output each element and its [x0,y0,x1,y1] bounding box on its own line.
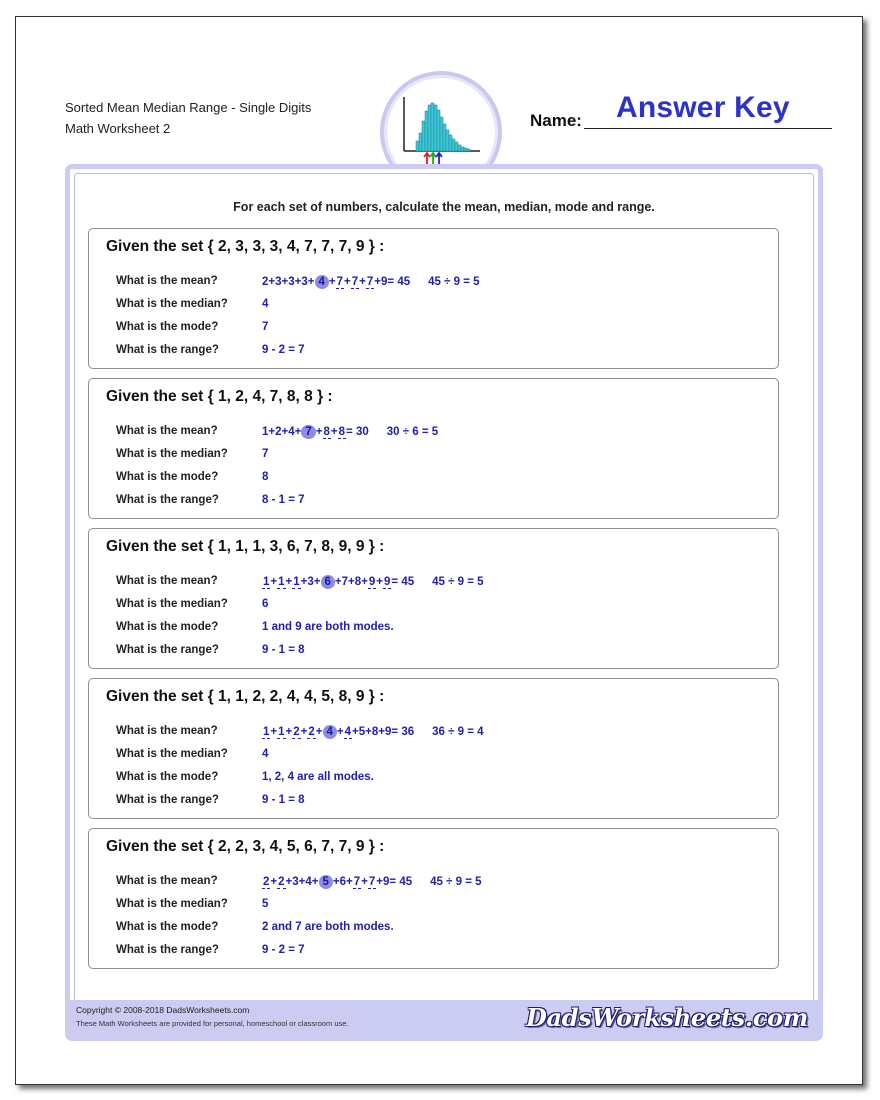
sum-term: 8 [371,726,379,738]
mean-answer [262,275,480,289]
sum-term: 2 [262,276,269,288]
sum-term: 9 [383,876,390,888]
problem-box [88,828,779,969]
mode-question: What is the mode? [116,771,219,783]
mode-answer: 1 and 9 are both modes. [262,621,394,633]
mean-question: What is the mean? [116,725,218,737]
mean-answer [262,425,438,439]
range-question: What is the range? [116,944,219,956]
mode-answer: 1, 2, 4 are all modes. [262,771,374,783]
problem-title: Given the set { 2, 2, 3, 4, 5, 6, 7, 7, 9 } : [106,838,385,855]
operator: = [391,576,402,588]
sum-term: 9 [381,276,388,288]
problem-box [88,678,779,819]
sum-term: 5 [358,726,366,738]
operator: + [281,426,289,438]
operator: + [268,426,276,438]
problem-box [88,378,779,519]
mode-term-underlined: 2 [278,876,285,888]
sum-term: 2 [275,426,282,438]
mode-term-underlined: 2 [293,726,300,738]
mode-answer: 2 and 7 are both modes. [262,921,394,933]
median-question: What is the median? [116,298,228,310]
operator: + [376,876,383,888]
worksheet-title-line2: Math Worksheet 2 [65,121,171,136]
mode-term-underlined: 7 [353,876,361,888]
operator: + [344,276,351,288]
mode-term-underlined: 9 [384,576,391,588]
median-question: What is the median? [116,448,228,460]
median-answer: 4 [262,298,269,310]
range-answer: 8 - 1 = 7 [262,494,305,506]
sum-value: 45 [397,276,411,288]
sum-value: 30 [355,426,369,438]
name-underline [584,128,832,129]
sum-value: 45 [401,576,415,588]
operator: + [376,576,383,588]
sum-term: 3 [301,276,308,288]
operator: + [361,576,368,588]
mode-answer: 7 [262,321,269,333]
sum-value: 36 [401,726,415,738]
mean-question: What is the mean? [116,425,218,437]
mode-term-underlined: 1 [263,576,270,588]
median-term-highlight: 4 [323,725,337,739]
division-result: 36 ÷ 9 = 4 [432,726,484,738]
mode-question: What is the mode? [116,471,219,483]
operator: = [391,726,402,738]
mode-term-underlined: 1 [293,576,300,588]
range-question: What is the range? [116,794,219,806]
operator: + [294,426,302,438]
operator: + [361,876,368,888]
sum-term: 9 [385,726,392,738]
operator: + [270,576,278,588]
brand-logo: DadsWorksheets.com [525,1003,808,1032]
median-answer: 7 [262,448,269,460]
mode-question: What is the mode? [116,921,219,933]
operator: + [365,726,372,738]
operator: + [311,876,319,888]
answer-key-text: Answer Key [616,91,790,124]
worksheet-title-line1: Sorted Mean Median Range - Single Digits [65,100,312,115]
operator: + [270,726,278,738]
sum-term: 7 [341,576,349,588]
range-answer: 9 - 2 = 7 [262,944,305,956]
mode-term-underlined: 2 [308,726,315,738]
sum-term: 3 [307,576,314,588]
mean-answer [262,875,482,889]
mode-term-underlined: 8 [323,426,330,438]
mean-answer [262,725,484,739]
median-term-highlight: 6 [321,575,335,589]
median-term-highlight: 7 [301,425,315,439]
operator: + [374,276,381,288]
operator: + [300,576,308,588]
operator: + [336,726,344,738]
mode-term-underlined: 1 [278,726,285,738]
median-term-highlight: 4 [315,275,329,289]
sum-term: 6 [339,876,347,888]
operator: + [313,576,321,588]
mode-question: What is the mode? [116,621,219,633]
usage-notice: These Math Worksheets are provided for personal, homeschool or classroom use. [76,1019,349,1028]
operator: + [307,276,315,288]
range-question: What is the range? [116,494,219,506]
mode-term-underlined: 9 [368,576,376,588]
problem-title: Given the set { 1, 1, 1, 3, 6, 7, 8, 9, 9 } : [106,538,385,555]
operator: + [315,726,323,738]
instructions: For each set of numbers, calculate the mean, median, mode and range. [233,200,655,214]
mode-answer: 8 [262,471,269,483]
mode-term-underlined: 8 [338,426,346,438]
sum-term: 3 [288,276,295,288]
footer [70,1000,818,1036]
name-label: Name: [530,111,582,130]
median-question: What is the median? [116,748,228,760]
operator: + [285,726,293,738]
mode-term-underlined: 2 [263,876,270,888]
problem-title: Given the set { 1, 2, 4, 7, 8, 8 } : [106,388,333,405]
operator: = [389,876,400,888]
median-question: What is the median? [116,898,228,910]
operator: + [352,726,359,738]
operator: + [298,876,306,888]
operator: + [348,576,355,588]
operator: + [268,276,276,288]
operator: + [378,726,385,738]
operator: + [285,576,293,588]
mode-term-underlined: 1 [278,576,285,588]
operator: + [332,876,340,888]
median-answer: 6 [262,598,269,610]
operator: + [330,426,338,438]
median-term-highlight: 5 [319,875,333,889]
division-result: 45 ÷ 9 = 5 [430,876,482,888]
operator: + [285,876,293,888]
copyright-text: Copyright © 2008-2018 DadsWorksheets.com [76,1005,250,1015]
mode-term-underlined: 1 [263,726,270,738]
worksheet-title [65,97,311,139]
operator: + [315,426,323,438]
mean-question: What is the mean? [116,275,218,287]
range-question: What is the range? [116,344,219,356]
mean-answer [262,575,484,589]
problem-title: Given the set { 1, 1, 2, 2, 4, 4, 5, 8, 9 } : [106,688,385,705]
mode-question: What is the mode? [116,321,219,333]
sum-term: 8 [354,576,362,588]
problem-box [88,228,779,369]
median-answer: 5 [262,898,269,910]
mode-term-underlined: 7 [366,276,374,288]
problem-title: Given the set { 2, 3, 3, 3, 4, 7, 7, 7, 9 } : [106,238,385,255]
range-answer: 9 - 1 = 8 [262,644,305,656]
mode-term-underlined: 7 [351,276,359,288]
worksheet-frame [65,164,823,1041]
sum-term: 4 [288,426,295,438]
operator: + [346,876,353,888]
operator: + [328,276,336,288]
operator: + [294,276,302,288]
division-result: 30 ÷ 6 = 5 [386,426,439,438]
problem-box [88,528,779,669]
name-field [530,91,832,131]
median-question: What is the median? [116,598,228,610]
mode-term-underlined: 7 [368,876,376,888]
range-answer: 9 - 1 = 8 [262,794,305,806]
histogram-logo-icon [400,95,482,165]
worksheet-page [15,16,863,1085]
mode-term-underlined: 7 [336,276,344,288]
operator: + [281,276,289,288]
operator: + [270,876,278,888]
sum-term: 4 [305,876,312,888]
range-answer: 9 - 2 = 7 [262,344,305,356]
operator: = [387,276,398,288]
operator: + [359,276,366,288]
sum-term: 1 [262,426,269,438]
division-result: 45 ÷ 9 = 5 [428,276,480,288]
sum-value: 45 [399,876,413,888]
operator: + [334,576,342,588]
median-answer: 4 [262,748,269,760]
division-result: 45 ÷ 9 = 5 [432,576,484,588]
mean-question: What is the mean? [116,575,218,587]
mean-question: What is the mean? [116,875,218,887]
range-question: What is the range? [116,644,219,656]
mode-term-underlined: 4 [344,726,352,738]
sum-term: 3 [275,276,282,288]
operator: = [346,426,356,438]
sum-term: 3 [292,876,299,888]
operator: + [300,726,308,738]
